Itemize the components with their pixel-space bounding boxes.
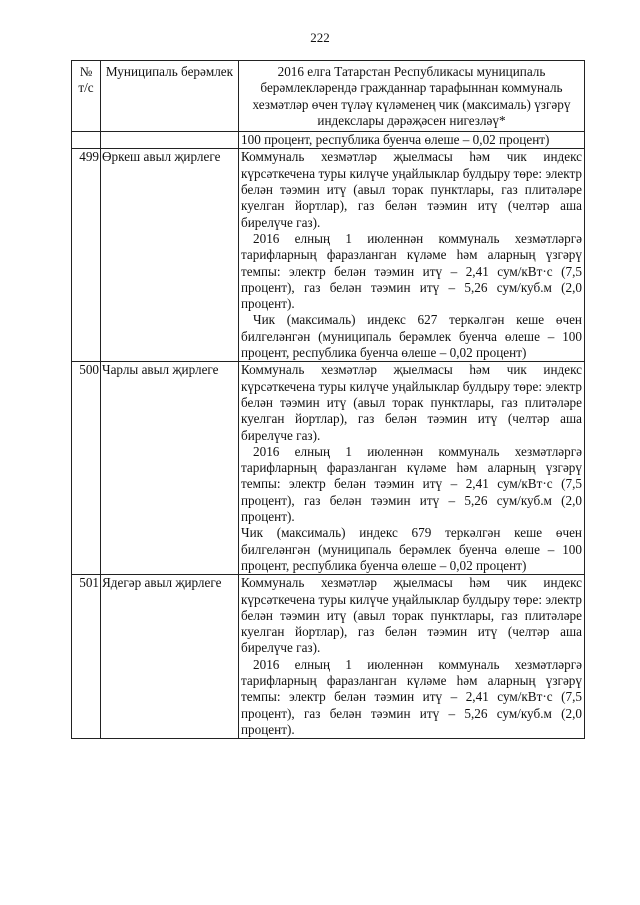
table-header-row [72, 61, 585, 132]
row-municipality: Өркеш авыл җирлеге [101, 149, 239, 362]
amenities-paragraph: Коммуналь хезмәтләр җыелмасы һәм чик индекс күрсәткечена туры килүче уңайлыклар булдыру төре: электр белән тәэмин итү (авыл торак пунктлары, газ плитәләре куелган йортлар), газ белән тәэмин итү (челтәр аша бирелүче газ). [241, 575, 582, 656]
tariff-paragraph: 2016 елның 1 июленнән коммуналь хезмәтләргә тарифларның фаразланган күләме һәм аларның үзгәрү темпы: электр белән тәэмин итү – 2,41 сум/кВт·с (7,5 процент), газ белән тәэмин итү – 5,26 сум/куб.м (2,0 процент). [241, 656, 582, 737]
header-municipality: Муниципаль берәмлек [101, 61, 239, 132]
row-number: 501 [72, 575, 101, 739]
row-municipality: Ядегәр авыл җирлеге [101, 575, 239, 739]
continuation-num-cell [72, 132, 101, 149]
index-paragraph: Чик (максималь) индекс 679 теркәлгән кеше өчен билгеләнгән (муниципаль берәмлек буенча өлеше – 100 процент, республика буенча өлеше – 0,02 процент) [241, 525, 582, 573]
continuation-row [72, 132, 585, 149]
row-description [239, 575, 585, 739]
table-row [72, 362, 585, 575]
tariff-paragraph: 2016 елның 1 июленнән коммуналь хезмәтләргә тарифларның фаразланган күләме һәм аларның үзгәрү темпы: электр белән тәэмин итү – 2,41 сум/кВт·с (7,5 процент), газ белән тәэмин итү – 5,26 сум/куб.м (2,0 процент). [241, 443, 582, 525]
continuation-text: 100 процент, республика буенча өлеше – 0,02 процент) [241, 132, 550, 148]
row-description [239, 362, 585, 575]
amenities-paragraph: Коммуналь хезмәтләр җыелмасы һәм чик индекс күрсәткечена туры килүче уңайлыклар булдыру төре: электр белән тәэмин итү (авыл торак пунктлары, газ плитәләре куелган йортлар), газ белән тәэмин итү (челтәр аша бирелүче газ). [241, 149, 582, 230]
row-municipality: Чарлы авыл җирлеге [101, 362, 239, 575]
page-number: 222 [310, 30, 330, 45]
header-num: № т/с [72, 61, 101, 132]
table-row [72, 149, 585, 362]
row-number: 500 [72, 362, 101, 575]
row-description [239, 149, 585, 362]
tariff-paragraph: 2016 елның 1 июленнән коммуналь хезмәтләргә тарифларның фаразланган күләме һәм аларның үзгәрү темпы: электр белән тәэмин итү – 2,41 сум/кВт·с (7,5 процент), газ белән тәэмин итү – 5,26 сум/куб.м (2,0 процент). [241, 230, 582, 312]
continuation-municipality-cell [101, 132, 239, 149]
index-paragraph: Чик (максималь) индекс 627 теркәлгән кеше өчен билгеләнгән (муниципаль берәмлек буенча өлеше – 100 процент, республика буенча өлеше – 0,02 процент) [241, 312, 582, 361]
header-description: 2016 елга Татарстан Республикасы муниципаль берәмлекләрендә гражданнар тарафыннан коммуналь хезмәтләр өчен түләү күләменең чик (максималь) үзгәрү индекслары дәрәҗәсен нигезләү* [239, 61, 585, 132]
amenities-paragraph: Коммуналь хезмәтләр җыелмасы һәм чик индекс күрсәткечена туры килүче уңайлыклар булдыру төре: электр белән тәэмин итү (авыл торак пунктлары, газ плитәләре куелган йортлар), газ белән тәэмин итү (челтәр аша бирелүче газ). [241, 362, 582, 443]
tariff-index-table [71, 60, 585, 739]
table-row [72, 575, 585, 739]
row-number: 499 [72, 149, 101, 362]
continuation-cell [239, 132, 585, 149]
